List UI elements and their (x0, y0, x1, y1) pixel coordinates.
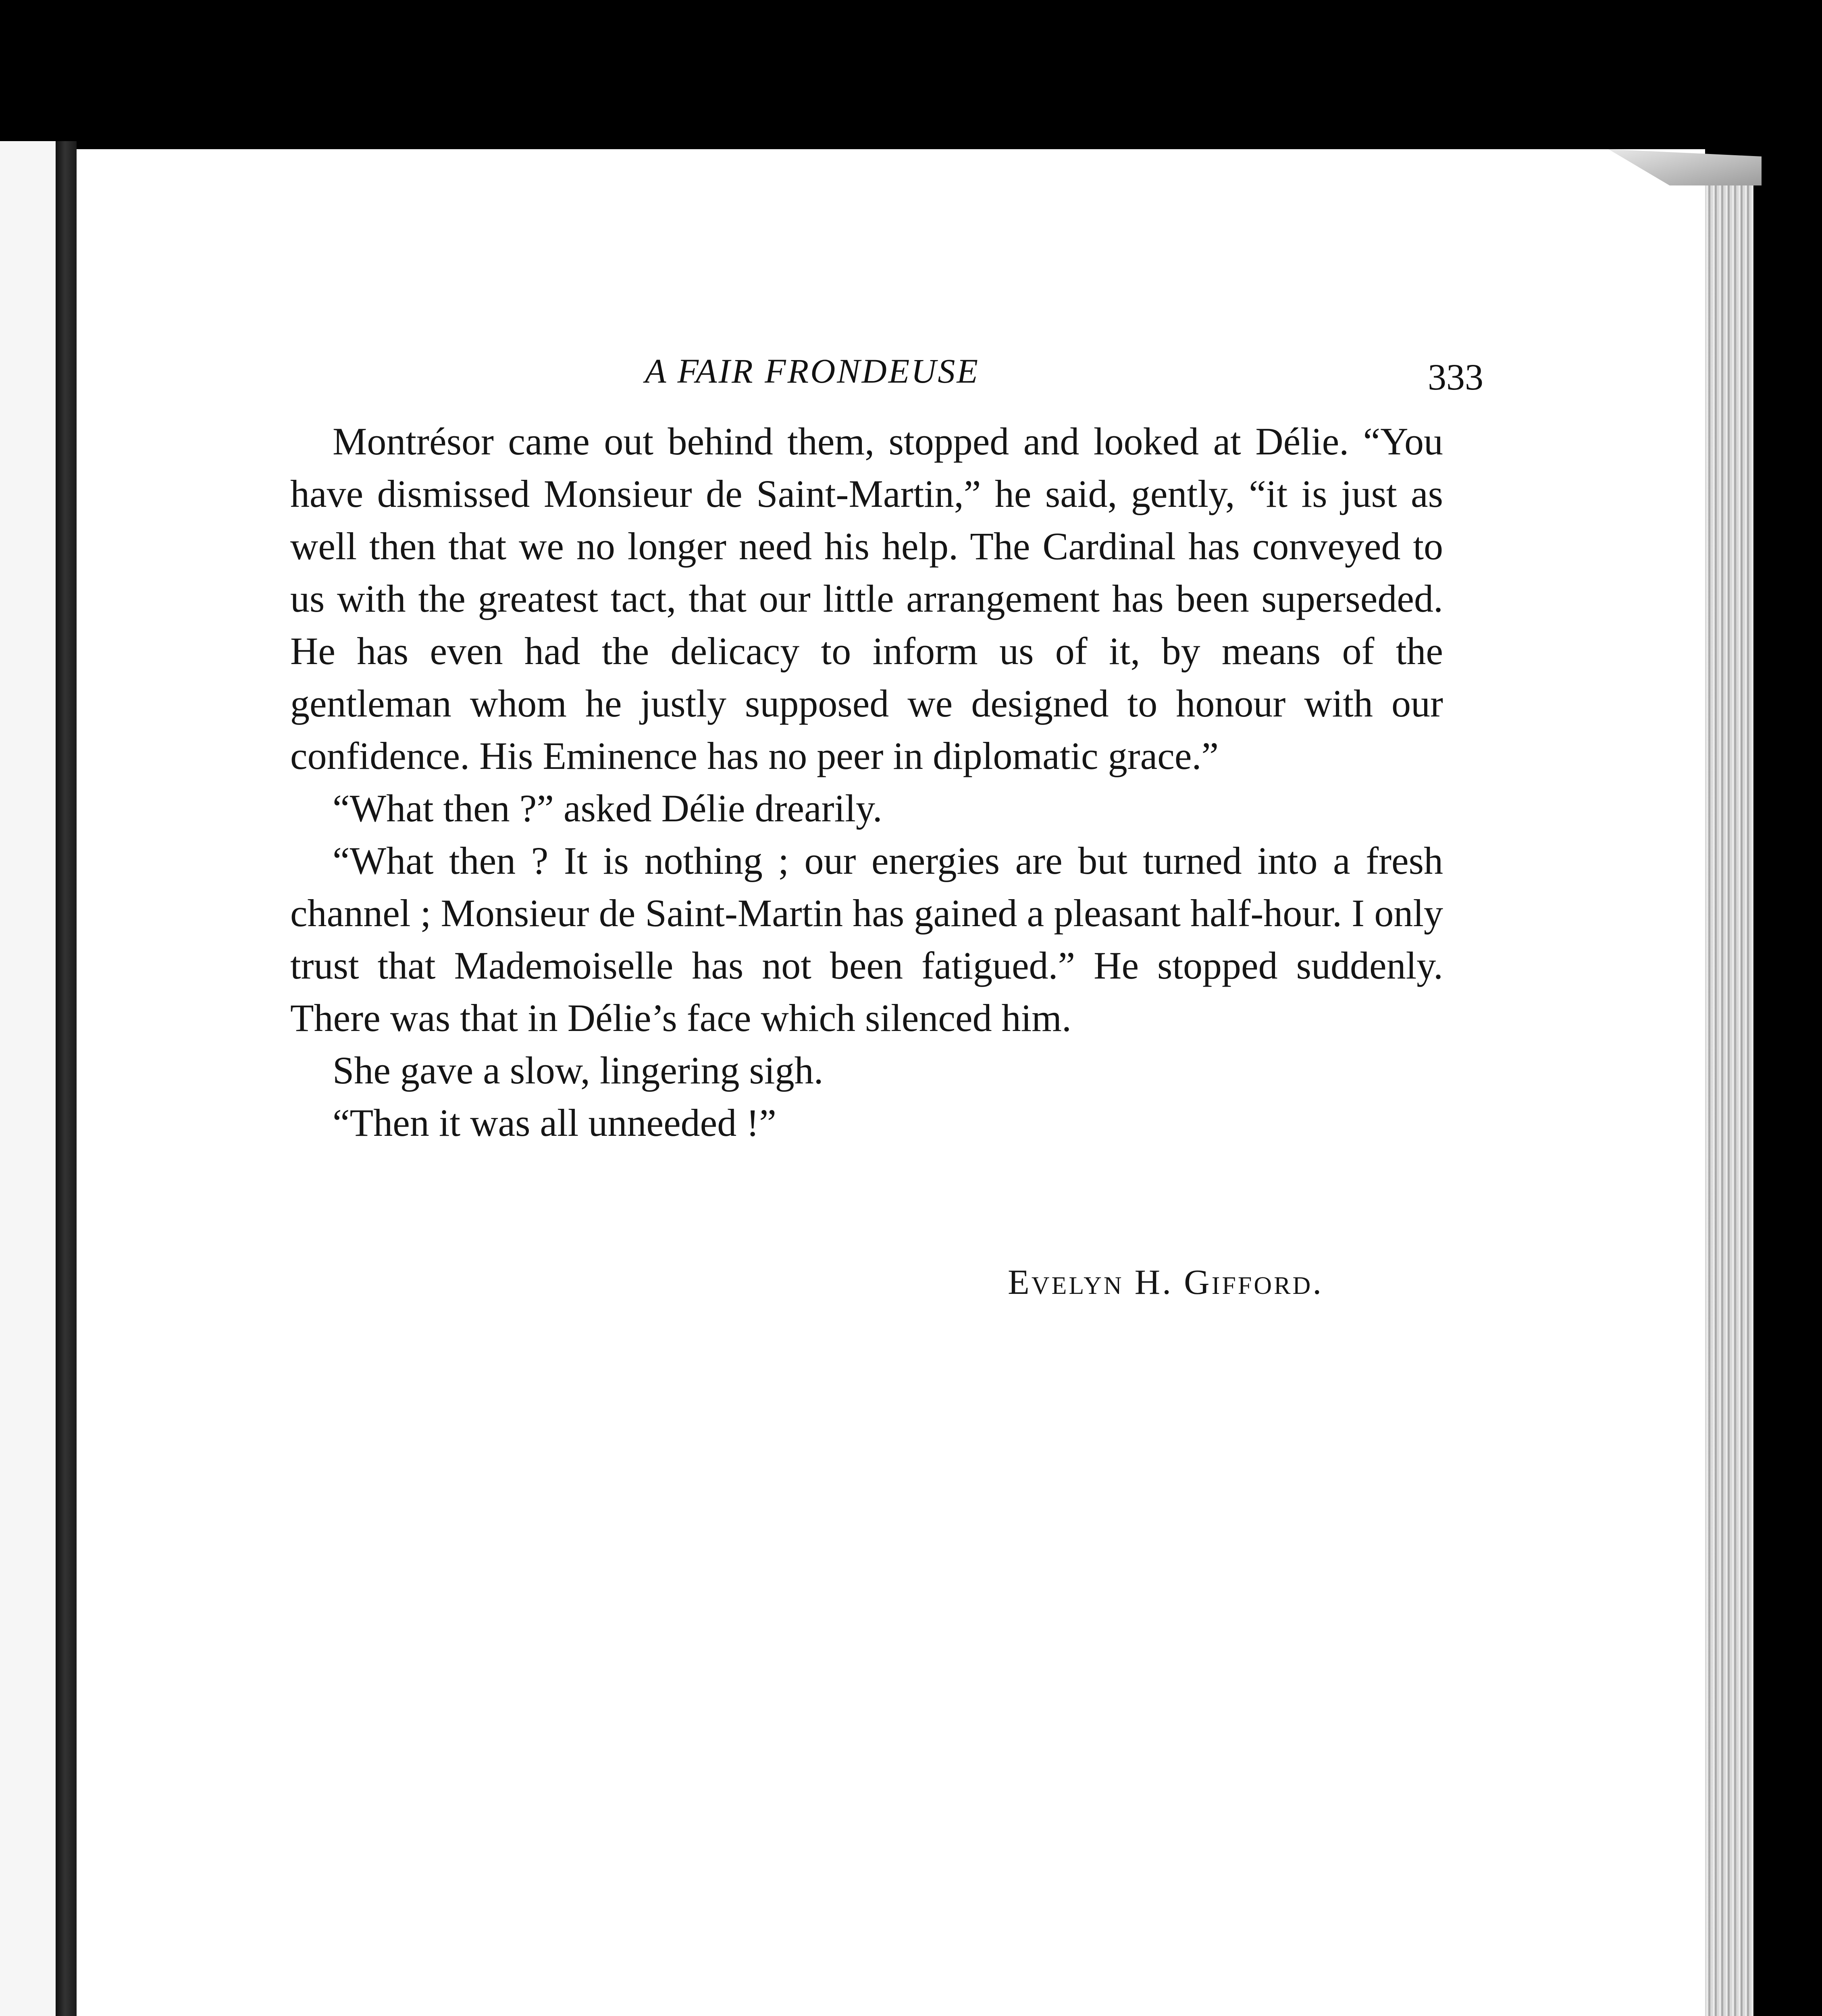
page-stack-edge (1705, 161, 1753, 2016)
paragraph: Montrésor came out behind them, stopped and looked at Délie. “You have dismissed Monsieur de Saint-Martin,” he said, gently, “it is just as well then that we no longer need his help. The Cardinal has conveyed to us with the greatest tact, that our little arrangement has been superseded. He has even had the delicacy to inform us of it, by means of the gentleman whom he justly supposed we designed to honour with our confidence. His Eminence has no peer in diplomatic grace.” (290, 420, 1443, 777)
page-number: 333 (1428, 356, 1483, 398)
paragraph: “What then ?” asked Délie drearily. (333, 787, 882, 830)
paragraph: She gave a slow, lingering sigh. (333, 1049, 824, 1092)
author-signature: Evelyn H. Gifford. (1008, 1263, 1324, 1302)
running-head (290, 347, 1483, 399)
facing-page-edge (0, 141, 56, 2016)
body-text (290, 415, 1443, 1149)
running-head-title: A FAIR FRONDEUSE (645, 352, 980, 390)
paragraph: “Then it was all unneeded !” (333, 1101, 776, 1144)
paragraph: “What then ? It is nothing ; our energies are but turned into a fresh channel ; Monsieur de Saint-Martin has gained a pleasant half-hour. I only trust that Mademoiselle has not been fatigued.” He stopped suddenly. There was that in Délie’s face which silenced him. (290, 839, 1443, 1039)
book-spine (56, 141, 77, 2016)
